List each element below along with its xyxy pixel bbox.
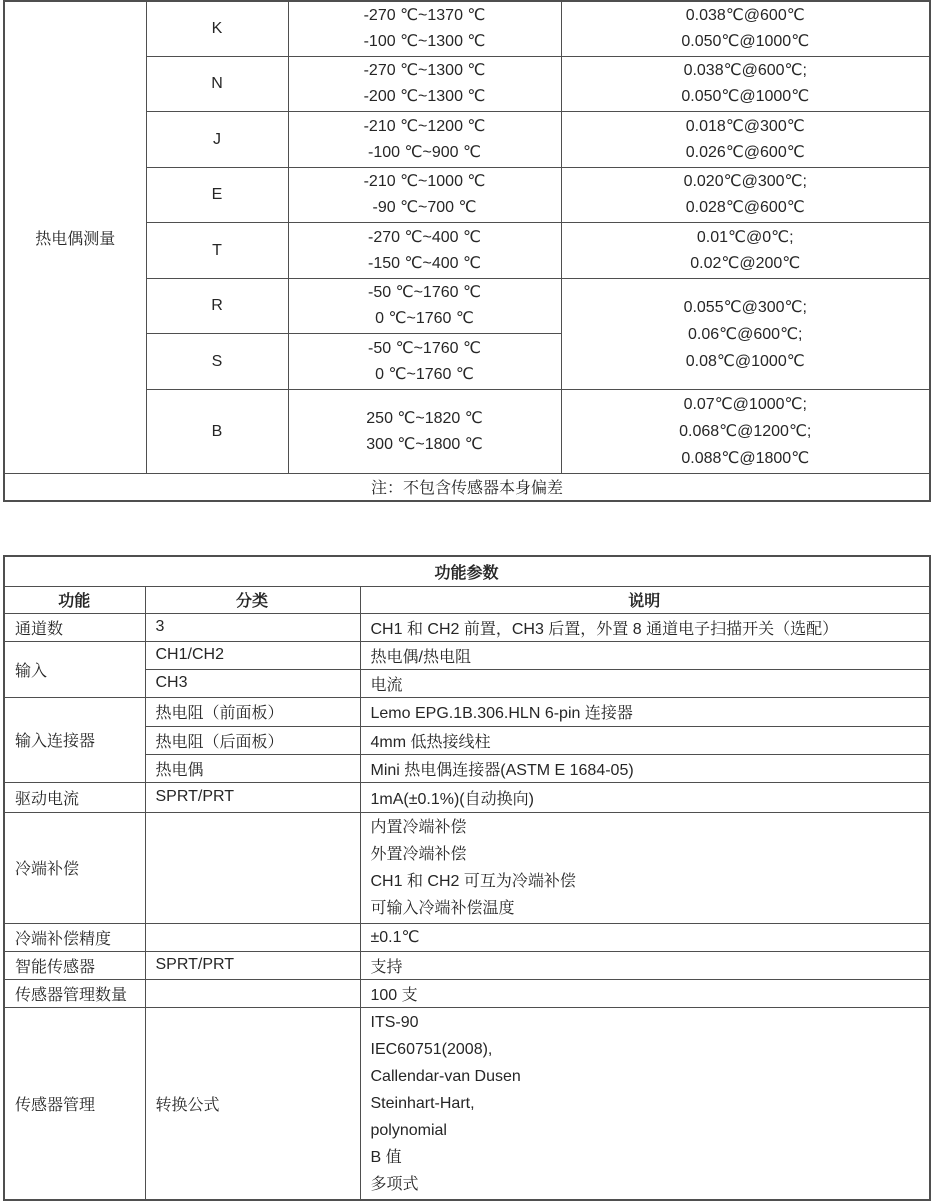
function-cell: 传感器管理数量: [4, 979, 145, 1007]
description-cell: 100 支: [360, 979, 930, 1007]
range-line: -210 ℃~1000 ℃: [363, 173, 486, 190]
range-line: -90 ℃~700 ℃: [372, 199, 477, 216]
tc-type-cell: J: [146, 112, 288, 168]
category-cell: 热电阻（前面板）: [145, 697, 360, 726]
range-line: -210 ℃~1200 ℃: [363, 117, 486, 135]
thermocouple-spec-table: [3, 0, 931, 502]
tc-range-cell: [288, 390, 561, 474]
function-parameters-table: [3, 555, 931, 1201]
category-cell: 3: [145, 613, 360, 641]
range-line: -50 ℃~1760 ℃: [368, 339, 481, 357]
description-cell: [360, 1007, 930, 1200]
table-header-row: [4, 586, 930, 613]
note-cell: 注：不包含传感器本身偏差: [4, 474, 930, 501]
function-cell: 驱动电流: [4, 782, 145, 812]
description-cell: CH1 和 CH2 前置，CH3 后置，外置 8 通道电子扫描开关（选配）: [360, 613, 930, 641]
header-category: 分类: [145, 586, 360, 613]
description-line: Steinhart-Hart,: [370, 1094, 475, 1112]
header-description: 说明: [360, 586, 930, 613]
description-line: CH1 和 CH2 可互为冷端补偿: [370, 872, 576, 890]
function-cell: 输入连接器: [4, 697, 145, 782]
description-line: 内置冷端补偿: [370, 818, 467, 836]
table-row: [4, 923, 930, 951]
accuracy-line: 0.068℃@1200℃;: [679, 423, 812, 440]
range-line: -150 ℃~400 ℃: [368, 254, 481, 272]
description-cell: 电流: [360, 669, 930, 697]
description-line: ITS-90: [370, 1013, 419, 1031]
description-line: 外置冷端补偿: [370, 845, 467, 863]
tc-type-cell: E: [146, 168, 288, 223]
tc-type-cell: T: [146, 223, 288, 279]
description-cell: 1mA(±0.1%)(自动换向): [360, 782, 930, 812]
table-row: [4, 782, 930, 812]
tc-range-cell: [288, 1, 561, 57]
description-line: 多项式: [370, 1175, 419, 1193]
function-cell: 传感器管理: [4, 1007, 145, 1200]
tc-accuracy-cell: [561, 1, 930, 57]
tc-range-cell: [288, 279, 561, 334]
tc-accuracy-cell: [561, 168, 930, 223]
accuracy-line: 0.07℃@1000℃;: [683, 396, 807, 413]
category-cell: SPRT/PRT: [145, 782, 360, 812]
tc-accuracy-cell: [561, 57, 930, 112]
category-cell: 热电阻（后面板）: [145, 726, 360, 754]
table-row: [4, 1007, 930, 1200]
description-cell: 4mm 低热接线柱: [360, 726, 930, 754]
range-line: -270 ℃~1300 ℃: [363, 62, 486, 79]
range-line: -270 ℃~400 ℃: [368, 228, 481, 246]
tc-type-cell: B: [146, 390, 288, 474]
description-cell: 支持: [360, 951, 930, 979]
category-cell: 转换公式: [145, 1007, 360, 1200]
description-cell: Lemo EPG.1B.306.HLN 6-pin 连接器: [360, 697, 930, 726]
tc-accuracy-cell: [561, 223, 930, 279]
header-function: 功能: [4, 586, 145, 613]
accuracy-line: 0.038℃@600℃: [685, 7, 805, 24]
category-cell: [145, 812, 360, 923]
accuracy-line: 0.020℃@300℃;: [683, 173, 807, 190]
category-cell: CH3: [145, 669, 360, 697]
accuracy-line: 0.08℃@1000℃: [685, 352, 805, 370]
tc-range-cell: [288, 112, 561, 168]
accuracy-line: 0.02℃@200℃: [690, 254, 801, 272]
accuracy-line: 0.050℃@1000℃: [681, 88, 810, 105]
description-line: Callendar-van Dusen: [370, 1067, 521, 1085]
range-line: 300 ℃~1800 ℃: [366, 435, 483, 453]
table-row: [4, 1, 930, 57]
range-line: 250 ℃~1820 ℃: [366, 409, 483, 427]
tc-accuracy-cell-rs: [561, 279, 930, 390]
table-row: [4, 697, 930, 726]
category-cell: [145, 979, 360, 1007]
range-line: 0 ℃~1760 ℃: [375, 365, 474, 383]
table-row: [4, 641, 930, 669]
function-cell: 输入: [4, 641, 145, 697]
category-label: 热电偶测量: [35, 231, 116, 248]
description-cell: [360, 812, 930, 923]
tc-type-cell: S: [146, 334, 288, 390]
description-cell: ±0.1℃: [360, 923, 930, 951]
range-line: 0 ℃~1760 ℃: [375, 310, 474, 327]
table-row: [4, 812, 930, 923]
function-cell: 智能传感器: [4, 951, 145, 979]
range-line: -200 ℃~1300 ℃: [363, 88, 486, 105]
accuracy-line: 0.038℃@600℃;: [683, 62, 807, 79]
tc-range-cell: [288, 223, 561, 279]
table-row: [4, 979, 930, 1007]
table-row: [4, 951, 930, 979]
description-line: B 值: [370, 1148, 402, 1166]
table-title: 功能参数: [4, 556, 930, 586]
accuracy-line: 0.026℃@600℃: [685, 143, 805, 161]
function-cell: 冷端补偿精度: [4, 923, 145, 951]
range-line: -100 ℃~1300 ℃: [363, 33, 486, 50]
category-cell: SPRT/PRT: [145, 951, 360, 979]
category-cell: 热电偶: [145, 754, 360, 782]
tc-accuracy-cell: [561, 390, 930, 474]
category-cell: [4, 1, 146, 474]
tc-range-cell: [288, 168, 561, 223]
description-line: 可输入冷端补偿温度: [370, 899, 515, 917]
accuracy-line: 0.06℃@600℃;: [688, 325, 803, 343]
function-cell: 冷端补偿: [4, 812, 145, 923]
category-cell: [145, 923, 360, 951]
range-line: -100 ℃~900 ℃: [368, 143, 481, 161]
tc-range-cell: [288, 334, 561, 390]
description-cell: Mini 热电偶连接器(ASTM E 1684-05): [360, 754, 930, 782]
table-title-row: [4, 556, 930, 586]
accuracy-line: 0.055℃@300℃;: [683, 298, 807, 316]
range-line: -50 ℃~1760 ℃: [368, 284, 481, 301]
table-note-row: [4, 474, 930, 501]
description-cell: 热电偶/热电阻: [360, 641, 930, 669]
tc-range-cell: [288, 57, 561, 112]
table-row: [4, 613, 930, 641]
tc-accuracy-cell: [561, 112, 930, 168]
accuracy-line: 0.018℃@300℃: [685, 117, 805, 135]
category-cell: CH1/CH2: [145, 641, 360, 669]
description-line: IEC60751(2008),: [370, 1040, 493, 1058]
range-line: -270 ℃~1370 ℃: [363, 7, 486, 24]
accuracy-line: 0.088℃@1800℃: [681, 450, 810, 467]
tc-type-cell: N: [146, 57, 288, 112]
tc-type-cell: R: [146, 279, 288, 334]
accuracy-line: 0.028℃@600℃: [685, 199, 805, 216]
accuracy-line: 0.050℃@1000℃: [681, 33, 810, 50]
tc-type-cell: K: [146, 1, 288, 57]
accuracy-line: 0.01℃@0℃;: [696, 228, 794, 246]
description-line: polynomial: [370, 1121, 447, 1139]
function-cell: 通道数: [4, 613, 145, 641]
